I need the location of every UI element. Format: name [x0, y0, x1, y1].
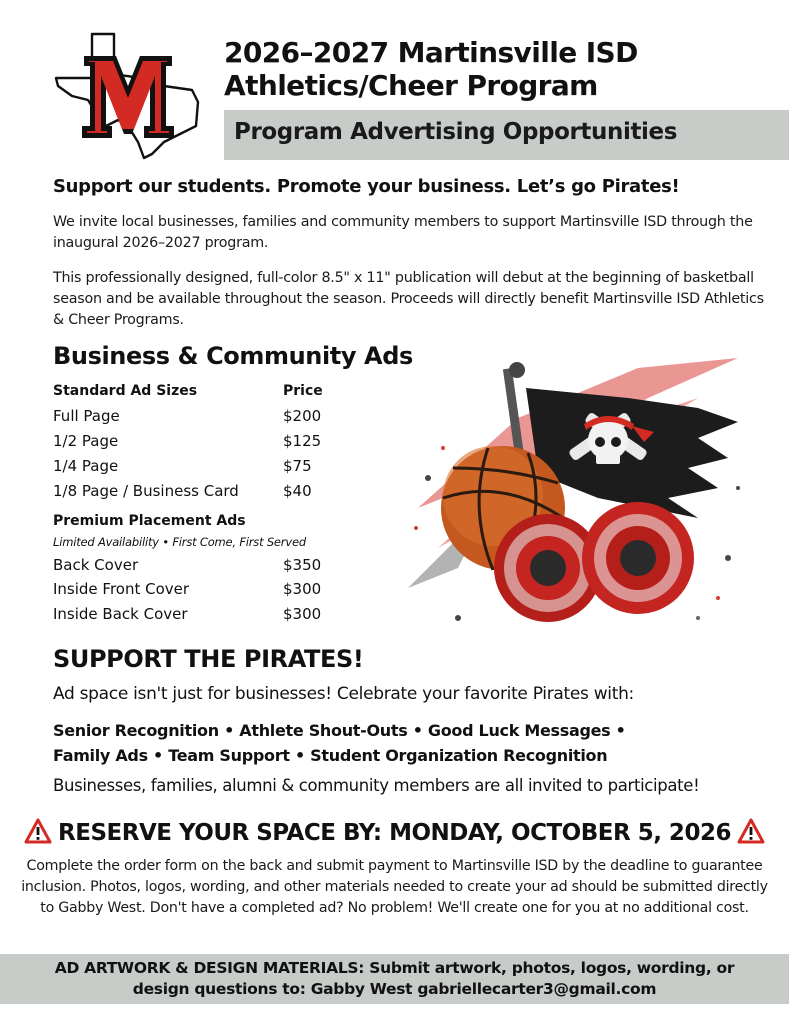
pom-pom-icon: [494, 502, 694, 622]
subtitle-banner: [224, 110, 789, 160]
premium-label: Inside Back Cover: [53, 605, 188, 623]
warning-triangle-icon: [737, 818, 765, 844]
premium-price: $350: [283, 556, 322, 574]
intro-paragraph-2: This professionally designed, full-color 8.5" x 11" publication will debut at the beginning of basketball season and be available throughout the season. Proceeds will directly benefit Martinsville ISD Athletics & Cheer Programs.: [53, 270, 764, 328]
premium-label: Back Cover: [53, 556, 139, 574]
title-line-1: 2026–2027 Martinsville ISD: [224, 36, 638, 69]
pirates-illustration: [398, 358, 748, 633]
intro-paragraph-1: We invite local businesses, families and community members to support Martinsville ISD through the inaugural 2026–2027 program.: [53, 214, 753, 251]
support-list-line-1: Senior Recognition • Athlete Shout-Outs • Good Luck Messages •: [53, 721, 626, 740]
warning-triangle-icon: [24, 818, 52, 844]
support-heading: SUPPORT THE PIRATES!: [53, 645, 364, 673]
standard-ads-header: Standard Ad Sizes: [53, 383, 198, 399]
title-line-2: Athletics/Cheer Program: [224, 69, 598, 102]
m-letter-mark: [82, 56, 174, 138]
premium-label: Inside Front Cover: [53, 580, 190, 598]
martinsville-logo: [52, 30, 202, 160]
premium-ads-header: Premium Placement Ads: [53, 513, 246, 529]
reserve-banner: [0, 818, 789, 846]
ad-size-label: 1/2 Page: [53, 432, 119, 450]
ad-size-label: Full Page: [53, 407, 120, 425]
premium-price: $300: [283, 605, 322, 623]
tagline: Support our students. Promote your business. Let’s go Pirates!: [53, 176, 680, 197]
premium-price: $300: [283, 580, 322, 598]
ad-price: $125: [283, 432, 322, 450]
ad-price: $40: [283, 482, 312, 500]
ad-size-label: 1/4 Page: [53, 457, 119, 475]
reserve-text: RESERVE YOUR SPACE BY: MONDAY, OCTOBER 5, 2026: [58, 820, 731, 846]
footer-line-1: AD ARTWORK & DESIGN MATERIALS: Submit artwork, photos, logos, wording, or: [54, 959, 735, 977]
ad-size-label: 1/8 Page / Business Card: [53, 482, 239, 500]
order-instructions: Complete the order form on the back and submit payment to Martinsville ISD by the deadline to guarantee inclusion. Photos, logos, wording, and other materials needed to create your ad should be submitted directly to Gabby West. Don't have a completed ad? No problem! We'll create one for you at no additional cost.: [21, 858, 768, 916]
support-list-line-2: Family Ads • Team Support • Student Organization Recognition: [53, 746, 608, 765]
footer-line-2: design questions to: Gabby West gabriellecarter3@gmail.com: [132, 980, 657, 998]
page-title: [224, 36, 638, 102]
ads-heading: Business & Community Ads: [53, 342, 413, 370]
price-header: Price: [283, 383, 323, 399]
ad-price: $200: [283, 407, 322, 425]
support-invite: Businesses, families, alumni & community members are all invited to participate!: [53, 776, 700, 795]
support-paragraph: Ad space isn't just for businesses! Celebrate your favorite Pirates with:: [53, 684, 634, 704]
premium-note: Limited Availability • First Come, First Served: [53, 535, 306, 549]
support-list: [53, 718, 753, 768]
footer-banner: [0, 954, 789, 1004]
subtitle-text: Program Advertising Opportunities: [234, 119, 678, 145]
ad-price: $75: [283, 457, 312, 475]
